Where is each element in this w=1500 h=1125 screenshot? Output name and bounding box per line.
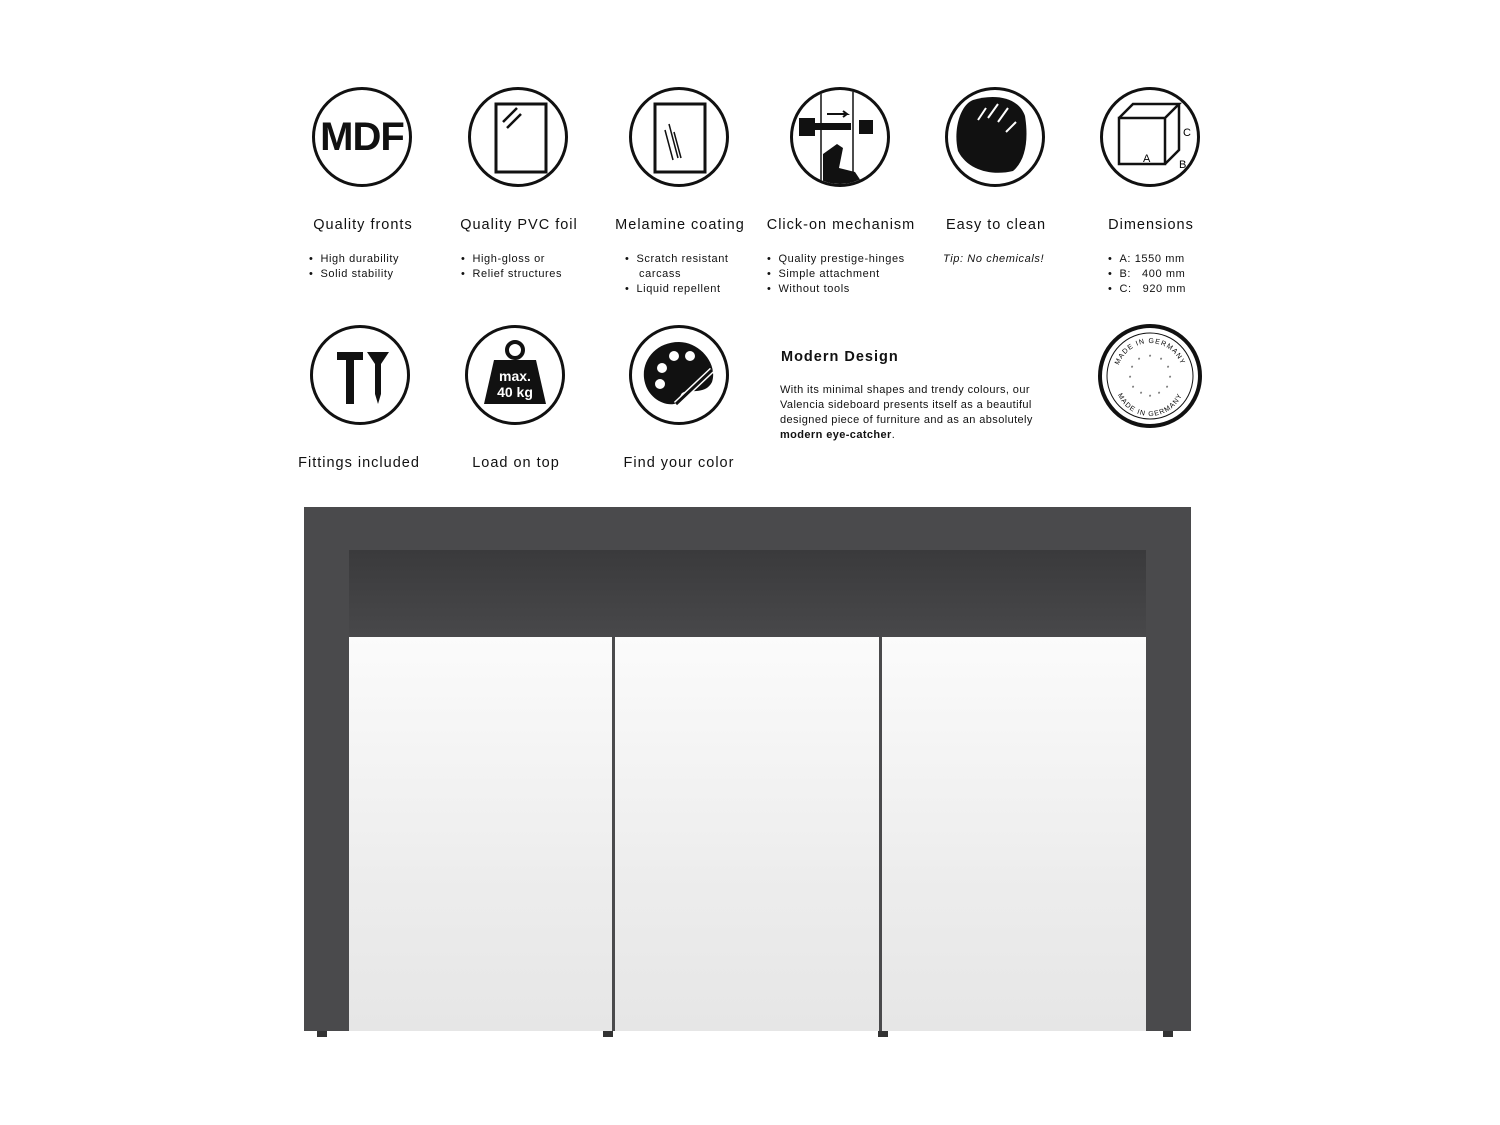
hand-cloth-icon [945, 87, 1045, 187]
sideboard-door-right [882, 637, 1146, 1031]
svg-text:*: * [1159, 358, 1163, 364]
feature-title: Quality fronts [313, 217, 413, 233]
svg-text:*: * [1137, 358, 1141, 364]
feature-bullets [767, 252, 905, 297]
svg-text:*: * [1128, 376, 1132, 382]
bullet: • High-gloss or [461, 252, 562, 267]
feature-title: Click-on mechanism [766, 217, 916, 233]
bullet: • Without tools [767, 282, 905, 297]
svg-text:*: * [1165, 386, 1169, 392]
dimension-bullets [1108, 252, 1186, 297]
svg-text:*: * [1168, 376, 1172, 382]
feature-bullets [625, 252, 729, 297]
svg-text:*: * [1148, 395, 1152, 401]
bullet: • Solid stability [309, 267, 399, 282]
bullet: • Scratch resistant [625, 252, 729, 267]
svg-text:*: * [1157, 392, 1161, 398]
bullet: • Liquid repellent [625, 282, 729, 297]
cube-dimensions-icon [1100, 87, 1200, 187]
modern-design-text [780, 383, 1065, 443]
weight-text: max. [499, 368, 531, 384]
palette-icon [629, 325, 729, 425]
feature-title: Fittings included [298, 455, 420, 471]
svg-text:*: * [1139, 392, 1143, 398]
sideboard-foot [603, 1031, 613, 1037]
svg-text:*: * [1166, 366, 1170, 372]
svg-text:*: * [1148, 355, 1152, 361]
svg-text:*: * [1131, 386, 1135, 392]
description: With its minimal shapes and trendy colours, our Valencia sideboard presents itself as a beautiful designed piece of furniture and as an absolutely [780, 384, 1033, 426]
feature-title: Melamine coating [615, 217, 745, 233]
fittings-icon [310, 325, 410, 425]
bullet: • C: 920 mm [1108, 282, 1186, 297]
bullet: • Simple attachment [767, 267, 905, 282]
stamp-text: MADE IN GERMANY [1114, 337, 1186, 367]
sideboard-niche [349, 550, 1146, 637]
feature-title: Load on top [472, 455, 560, 471]
feature-title: Dimensions [1108, 217, 1194, 233]
weight-text: 40 kg [497, 384, 533, 400]
cube-label-a: A [1143, 153, 1151, 165]
mdf-text: MDF [320, 114, 404, 159]
sideboard-foot [1163, 1031, 1173, 1037]
sideboard-foot [878, 1031, 888, 1037]
bullet: carcass [639, 268, 682, 280]
bullet: • B: 400 mm [1108, 267, 1186, 282]
svg-text:*: * [1130, 366, 1134, 372]
melamine-icon [629, 87, 729, 187]
feature-bullets [461, 252, 562, 282]
feature-bullets [309, 252, 399, 282]
cube-label-b: B [1179, 159, 1187, 171]
bullet: • Relief structures [461, 267, 562, 282]
description-bold: modern eye-catcher [780, 429, 892, 441]
bullet: • A: 1550 mm [1108, 252, 1186, 267]
modern-design-title: Modern Design [781, 349, 899, 365]
made-in-germany-stamp [1097, 323, 1203, 429]
pvc-foil-icon [468, 87, 568, 187]
feature-title: Find your color [623, 455, 735, 471]
svg-text:MADE IN GERMANY [1114, 338, 1186, 366]
feature-title: Easy to clean [945, 217, 1047, 233]
tip-text: Tip: No chemicals! [943, 253, 1045, 265]
feature-title: Quality PVC foil [460, 217, 578, 233]
stamp-text: MADE IN GERMANY [1115, 392, 1185, 419]
sideboard-door-middle [615, 637, 879, 1031]
cube-label-c: C [1183, 127, 1191, 139]
mdf-icon [312, 87, 412, 187]
bullet: • Quality prestige-hinges [767, 252, 905, 267]
sideboard-foot [317, 1031, 327, 1037]
click-on-hinge-icon [790, 87, 890, 187]
description-end: . [891, 429, 896, 441]
weight-icon [465, 325, 565, 425]
bullet: • High durability [309, 252, 399, 267]
sideboard-door-left [349, 637, 612, 1031]
